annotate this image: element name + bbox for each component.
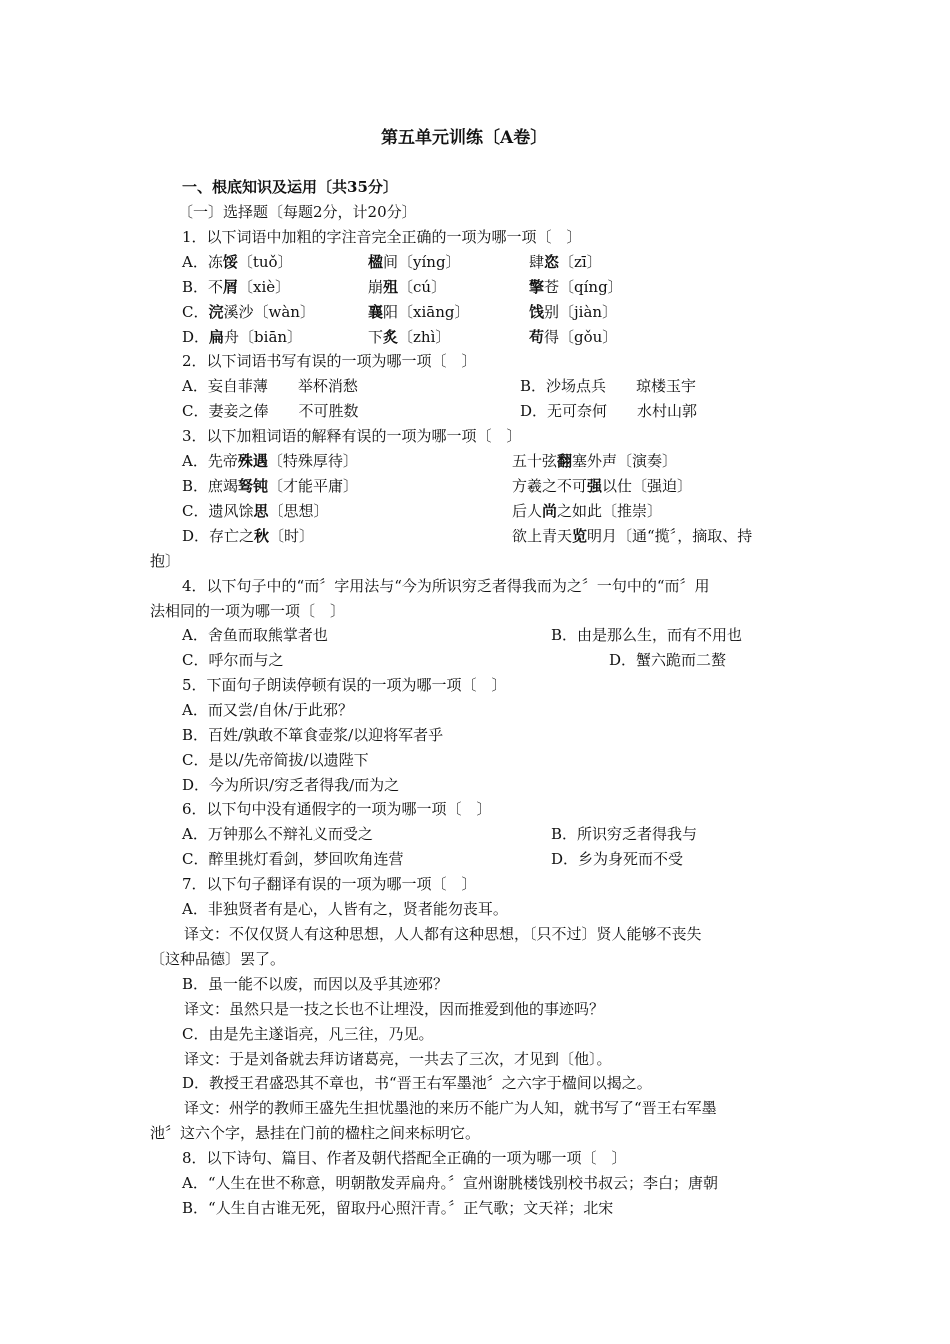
q7-option-d-translation-1: 译文：州学的教师王盛先生担忧墨池的来历不能广为人知，就书写了“晋王右军墨	[184, 1099, 717, 1117]
q8-option-a: A．“人生在世不称意，明朝散发弄扁舟。〞宣州谢朓楼饯别校书叔云；李白；唐朝	[182, 1174, 719, 1192]
q3-option-d-1: D．存亡之秋〔时〕	[182, 527, 315, 545]
q5-option-c: C．是以/先帝简拔/以遗陛下	[182, 751, 369, 769]
q1-option-b-2: 崩殂〔cú〕	[368, 278, 447, 296]
q6-option-c: C．醉里挑灯看剑，梦回吹角连营	[182, 850, 404, 868]
q3-option-c-2: 后人尚之如此〔推崇〕	[512, 502, 663, 520]
question-7-stem: 7．以下句子翻译有误的一项为哪一项〔 〕	[182, 875, 477, 893]
section-heading: 一、根底知识及运用〔共35分〕	[182, 178, 398, 196]
q5-option-a: A．而又尝/自休/于此邪？	[182, 701, 353, 719]
q7-option-a: A．非独贤者有是心，人皆有之，贤者能勿丧耳。	[182, 900, 508, 918]
q1-option-a-2: 楹间〔yíng〕	[368, 253, 461, 271]
q3-option-d-2: 欲上青天览明月〔通“揽〞，摘取、持	[512, 527, 753, 545]
q4-option-c: C．呼尔而与之	[182, 651, 284, 669]
q1-option-c-1: C．浣溪沙〔wàn〕	[182, 303, 315, 321]
q4-option-d: D．蟹六跪而二螯	[609, 651, 727, 669]
q1-option-d-1: D．扁舟〔biān〕	[182, 328, 303, 346]
q4-option-b: B．由是那么生，而有不用也	[551, 626, 743, 644]
question-2-stem: 2．以下词语书写有误的一项为哪一项〔 〕	[182, 352, 477, 370]
q2-option-a: A．妄自菲薄 举杯消愁	[182, 377, 358, 395]
question-8-stem: 8．以下诗句、篇目、作者及朝代搭配全正确的一项为哪一项〔 〕	[182, 1149, 627, 1167]
page-title: 第五单元训练〔A卷〕	[381, 128, 548, 148]
q6-option-d: D．乡为身死而不受	[551, 850, 684, 868]
q7-option-b: B．虽一能不以废，而因以及乎其迹邪？	[182, 975, 449, 993]
q5-option-d: D．今为所识/穷乏者得我/而为之	[182, 776, 400, 794]
q7-option-a-translation-1: 译文：不仅仅贤人有这种思想，人人都有这种思想，〔只不过〕贤人能够不丧失	[184, 925, 702, 943]
question-6-stem: 6．以下句中没有通假字的一项为哪一项〔 〕	[182, 800, 492, 818]
q7-option-a-translation-2: 〔这种品德〕罢了。	[150, 950, 286, 968]
q7-option-b-translation: 译文：虽然只是一技之长也不让埋没，因而推爱到他的事迹吗？	[184, 1000, 605, 1018]
q5-option-b: B．百姓/孰敢不箪食壶浆/以迎将军者乎	[182, 726, 444, 744]
q8-option-b: B．“人生自古谁无死，留取丹心照汗青。〞正气歌；文天祥；北宋	[182, 1199, 614, 1217]
q4-option-a: A．舍鱼而取熊掌者也	[182, 626, 328, 644]
q3-option-b-2: 方羲之不可强以仕〔强迫〕	[512, 477, 693, 495]
q1-option-d-3: 苟得〔gǒu〕	[529, 328, 618, 346]
question-3-stem: 3．以下加粗词语的解释有误的一项为哪一项〔 〕	[182, 427, 522, 445]
q3-option-b-1: B．庶竭驽钝〔才能平庸〕	[182, 477, 359, 495]
q3-option-c-1: C．遗风馀思〔思想〕	[182, 502, 329, 520]
q1-option-c-2: 襄阳〔xiāng〕	[368, 303, 470, 321]
q1-option-d-2: 下炙〔zhì〕	[368, 328, 451, 346]
q1-option-c-3: 饯别〔jiàn〕	[529, 303, 618, 321]
q2-option-d: D．无可奈何 水村山郭	[520, 402, 698, 420]
q6-option-b: B．所识穷乏者得我与	[551, 825, 698, 843]
question-5-stem: 5．下面句子朗读停顿有误的一项为哪一项〔 〕	[182, 676, 507, 694]
q1-option-b-3: 擎苍〔qíng〕	[529, 278, 623, 296]
q1-option-a-3: 肆恣〔zī〕	[529, 253, 602, 271]
q7-option-c-translation: 译文：于是刘备就去拜访诸葛亮，一共去了三次，才见到〔他〕。	[184, 1050, 612, 1068]
question-1-stem: 1．以下词语中加粗的字注音完全正确的一项为哪一项〔 〕	[182, 228, 582, 246]
q3-option-d-continuation: 抱〕	[150, 552, 181, 570]
question-4-stem-line1: 4．以下句子中的“而〞字用法与“今为所识穷乏者得我而为之〞一句中的“而〞用	[182, 577, 710, 595]
question-4-stem-line2: 法相同的一项为哪一项〔 〕	[150, 602, 346, 620]
q3-option-a-1: A．先帝殊遇〔特殊厚待〕	[182, 452, 358, 470]
q6-option-a: A．万钟那么不辩礼义而受之	[182, 825, 373, 843]
q7-option-d: D．教授王君盛恐其不章也，书“晋王右军墨池〞之六字于楹间以揭之。	[182, 1074, 652, 1092]
q2-option-b: B．沙场点兵 琼楼玉宇	[520, 377, 697, 395]
q1-option-a-1: A．冻馁〔tuǒ〕	[182, 253, 293, 271]
q7-option-c: C．由是先主遂诣亮，凡三往，乃见。	[182, 1025, 434, 1043]
q2-option-c: C．妻妾之俸 不可胜数	[182, 402, 359, 420]
q3-option-a-2: 五十弦翻塞外声〔演奏〕	[512, 452, 678, 470]
q7-option-d-translation-2: 池〞这六个字，悬挂在门前的楹柱之间来标明它。	[150, 1124, 481, 1142]
q1-option-b-1: B．不屑〔xiè〕	[182, 278, 291, 296]
subsection-heading: 〔一〕选择题〔每题2分，计20分〕	[178, 203, 417, 221]
